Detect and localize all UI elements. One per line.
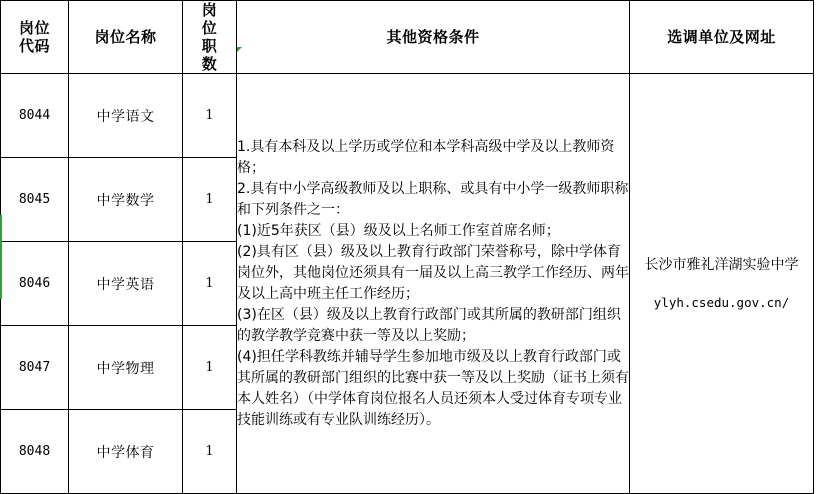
unit-url: ylyh.csedu.gov.cn/ xyxy=(653,294,790,310)
header-unit[interactable]: 选调单位及网址 xyxy=(630,1,814,74)
requirement-line: (2)具有区（县）级及以上教育行政部门荣誉称号，除中学体育岗位外，其他岗位还须具有一届及以上高三教学工作经历、两年及以上高中班主任工作经历； xyxy=(237,243,629,302)
requirement-line: (1)近5年获区（县）级及以上名师工作室首席名师； xyxy=(237,222,560,239)
cell-requirements[interactable] xyxy=(237,74,630,494)
requirement-line: (3)在区（县）级及以上教育行政部门或其所属的教研部门组织的教学教学竞赛中获一等及以上奖励； xyxy=(237,306,621,344)
requirement-line: 1.具有本科及以上学历或学位和本学科高级中学及以上教师资格； xyxy=(237,138,615,176)
header-code[interactable]: 岗位代码 xyxy=(1,1,69,74)
cell-title[interactable]: 中学体育 xyxy=(69,410,183,494)
cell-count[interactable]: 1 xyxy=(183,326,237,410)
header-title[interactable]: 岗位名称 xyxy=(69,1,183,74)
cell-count[interactable]: 1 xyxy=(183,410,237,494)
requirement-line: 2.具有中小学高级教师及以上职称、或具有中小学一级教师职称和下列条件之一： xyxy=(237,180,629,218)
cell-code[interactable]: 8045 xyxy=(1,158,69,242)
cell-code[interactable]: 8046 xyxy=(1,242,69,326)
cell-code[interactable]: 8047 xyxy=(1,326,69,410)
requirement-line: (4)担任学科教练并辅导学生参加地市级及以上教育行政部门或其所属的教研部门组织的比赛中获一等及以上奖励（证书上须有本人姓名）（中学体育岗位报名人员还须本人受过体育专项专业技能训练或有专业队训练经历）。 xyxy=(237,348,629,428)
unit-name: 长沙市雅礼洋湖实验中学 xyxy=(644,256,799,273)
cell-code[interactable]: 8048 xyxy=(1,410,69,494)
cell-comment-marker xyxy=(237,47,242,52)
cell-title[interactable]: 中学数学 xyxy=(69,158,183,242)
header-row xyxy=(1,1,814,74)
header-count[interactable]: 岗位职数 xyxy=(183,1,237,74)
cell-title[interactable]: 中学物理 xyxy=(69,326,183,410)
cell-count[interactable]: 1 xyxy=(183,242,237,326)
table-row xyxy=(1,74,814,158)
header-requirements[interactable]: 其他资格条件 xyxy=(237,1,630,74)
cell-title[interactable]: 中学语文 xyxy=(69,74,183,158)
cell-code[interactable]: 8044 xyxy=(1,74,69,158)
cell-title[interactable]: 中学英语 xyxy=(69,242,183,326)
cell-count[interactable]: 1 xyxy=(183,158,237,242)
selection-border-marker xyxy=(0,215,2,299)
cell-unit[interactable] xyxy=(630,74,814,494)
cell-count[interactable]: 1 xyxy=(183,74,237,158)
